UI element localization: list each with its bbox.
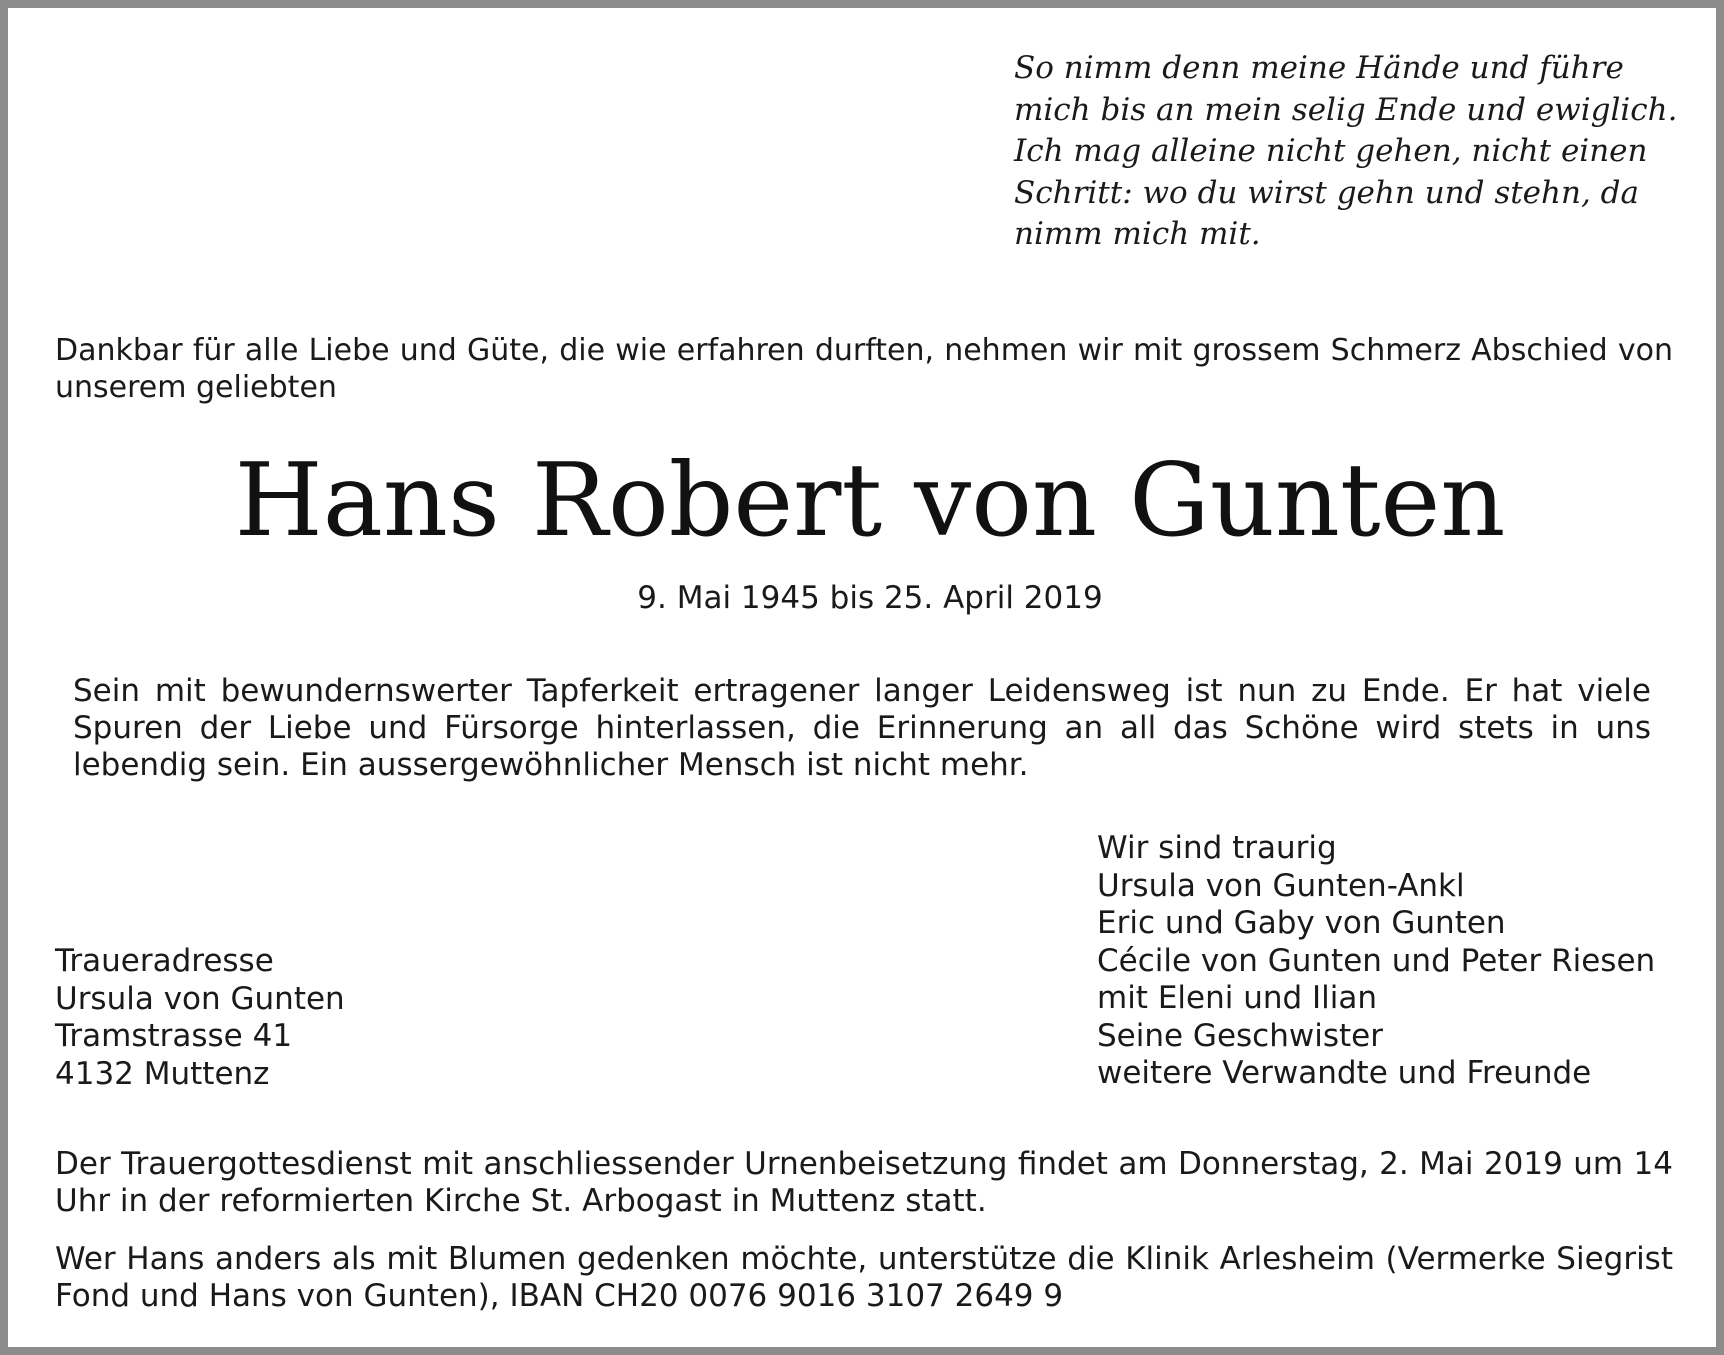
mourner-line: Seine Geschwister <box>1097 1017 1383 1054</box>
tribute-text: Sein mit bewundernswerter Tapferkeit ertragener langer Leidensweg ist nun zu Ende. Er hat viele Spuren der Liebe und Fürsorge hinterlassen, die Erinnerung an all das Schöne wird stets in uns lebendig sein. Ein aussergewöhnlicher Mensch ist nicht mehr. <box>73 673 1651 783</box>
mourner-line: Wir sind traurig <box>1097 830 1337 866</box>
address-line: Traueradresse <box>55 943 274 979</box>
deceased-name: Hans Robert von Gunten <box>234 441 1506 559</box>
address-line: 4132 Muttenz <box>55 1055 270 1092</box>
mourner-line: Ursula von Gunten-Ankl <box>1097 867 1465 904</box>
verse-line: nimm mich mit. <box>1014 216 1261 252</box>
mourner-line: weitere Verwandte und Freunde <box>1097 1055 1592 1091</box>
mourner-line: Cécile von Gunten und Peter Riesen <box>1097 942 1656 979</box>
address-line: Ursula von Gunten <box>55 980 345 1017</box>
intro-text: Dankbar für alle Liebe und Güte, die wie erfahren durften, nehmen wir mit grossem Schmerz Abschied von unserem geliebten <box>55 333 1673 405</box>
verse-line: mich bis an mein selig Ende und ewiglich. <box>1014 91 1678 128</box>
verse-line: Ich mag alleine nicht gehen, nicht einen <box>1014 133 1648 169</box>
address-line: Tramstrasse 41 <box>55 1018 293 1054</box>
service-announcement: Der Trauergottesdienst mit anschliessender Urnenbeisetzung findet am Donnerstag, 2. Mai 2019 um 14 Uhr in der reformierten Kirche St. Arbogast in Muttenz statt. <box>55 1146 1673 1219</box>
verse-line: So nimm denn meine Hände und führe <box>1014 50 1624 86</box>
donation-note: Wer Hans anders als mit Blumen gedenken möchte, unterstütze die Klinik Arlesheim (Vermerke Siegrist Fond und Hans von Gunten), IBAN CH20 0076 9016 3107 2649 9 <box>55 1241 1673 1314</box>
mourner-line: mit Eleni und Ilian <box>1097 980 1378 1016</box>
verse-quote <box>1014 48 1694 256</box>
verse-line: Schritt: wo du wirst gehn und stehn, da <box>1014 174 1639 211</box>
mourning-address <box>55 943 345 1093</box>
mourners-list <box>1097 830 1655 1093</box>
mourner-line: Eric und Gaby von Gunten <box>1097 905 1506 941</box>
life-dates: 9. Mai 1945 bis 25. April 2019 <box>637 580 1103 616</box>
